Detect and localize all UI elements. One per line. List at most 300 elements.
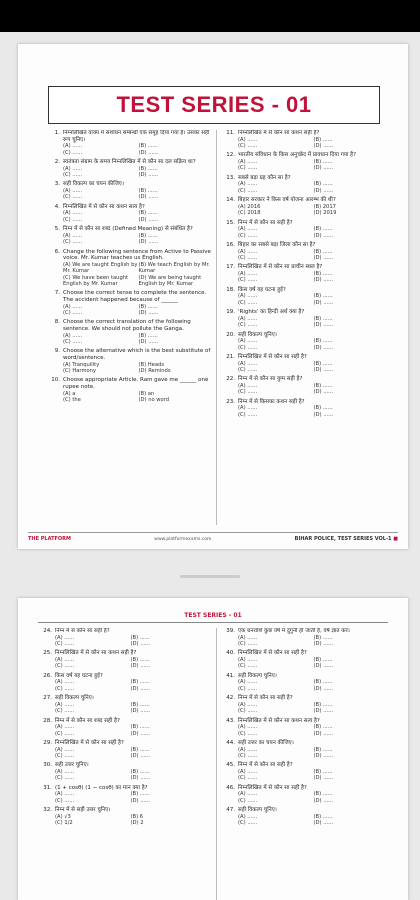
question-line [38, 807, 206, 814]
question-line [221, 130, 389, 137]
option-list [221, 226, 389, 239]
answer-option: (D) ...... [130, 641, 151, 647]
answer-option: (A) ...... [55, 701, 75, 708]
answer-option: (D) ...... [138, 339, 159, 346]
answer-option: (A) ...... [63, 232, 83, 239]
footer-series-label: BIHAR POLICE, TEST SERIES VOL-1 [294, 536, 392, 542]
answer-option: (B) ...... [313, 405, 333, 412]
answer-option: (C) Harmony [63, 368, 97, 375]
option-list [221, 316, 389, 329]
question-text: किस वर्ष यह घटना हुई? [55, 672, 103, 679]
answer-option: (D) ...... [313, 708, 334, 715]
answer-option: (D) ...... [313, 143, 334, 149]
answer-option: (C) ...... [238, 730, 258, 737]
option-list [38, 657, 206, 670]
question-item [221, 762, 389, 781]
question-item [221, 376, 389, 395]
question-text: निम्न में से किसका कथन सही है? [238, 398, 305, 405]
question-line [221, 220, 389, 227]
answer-option: (C) ...... [55, 730, 75, 737]
question-text: सबसे बड़ा ग्रह कौन सा है? [238, 174, 291, 181]
answer-option: (C) ...... [63, 194, 83, 201]
question-line [38, 673, 206, 680]
option-list [46, 143, 214, 156]
answer-option: (A) a [63, 390, 76, 397]
question-item [38, 762, 206, 781]
answer-option: (D) ...... [313, 367, 334, 374]
question-text: बिहार सरकार ने किस वर्ष योजना आरम्भ की थी? [238, 197, 336, 204]
answer-option: (C) ...... [238, 685, 258, 692]
question-line [38, 740, 206, 747]
question-line [221, 197, 389, 204]
option-list [46, 210, 214, 223]
answer-option: (D) ...... [130, 797, 151, 804]
option-list [221, 249, 389, 262]
answer-option: (B) ...... [138, 210, 158, 217]
question-number: 11. [226, 130, 235, 136]
question-item [38, 673, 206, 692]
answer-option: (D) ...... [130, 685, 151, 692]
answer-option: (D) ...... [130, 753, 151, 760]
question-item [221, 399, 389, 418]
question-text: निम्न में से कौन सा सही है? [55, 628, 110, 634]
answer-option: (A) We are taught English by Mr. Kumar [63, 261, 138, 275]
question-number: 19. [226, 309, 235, 316]
question-number: 13. [226, 174, 235, 181]
question-text: सही उत्तर का चयन कीजिए। [238, 740, 294, 747]
question-item [221, 152, 389, 171]
question-number: 47. [226, 807, 235, 814]
answer-option: (B) ...... [138, 232, 158, 239]
answer-option: (A) ...... [238, 813, 258, 820]
answer-option: (C) ...... [238, 797, 258, 804]
answer-option: (C) ...... [238, 344, 258, 351]
question-item [221, 264, 389, 283]
answer-option: (D) ...... [138, 216, 159, 223]
question-line [38, 650, 206, 657]
answer-option: (C) ...... [55, 708, 75, 715]
answer-option: (A) ...... [55, 746, 75, 753]
header-rule [38, 622, 388, 623]
answer-option: (A) ...... [238, 360, 258, 367]
question-item [221, 740, 389, 759]
answer-option: (D) ...... [138, 149, 159, 156]
question-number: 30. [43, 762, 52, 769]
question-text: भारतीय संविधान के किस अनुच्छेद में प्रावधान दिया गया है? [238, 152, 357, 159]
answer-option: (B) ...... [130, 746, 150, 753]
answer-option: (A) ...... [238, 657, 258, 663]
answer-option: (C) ...... [55, 753, 75, 760]
answer-option: (A) ...... [238, 315, 258, 322]
answer-option: (B) ...... [313, 271, 333, 278]
question-number: 43. [226, 717, 235, 724]
answer-option: (A) ...... [238, 136, 258, 143]
option-list [46, 362, 214, 375]
answer-option: (C) ...... [238, 708, 258, 715]
question-item [221, 807, 389, 826]
answer-option: (C) ...... [238, 820, 258, 827]
answer-option: (B) ...... [138, 332, 158, 339]
answer-option: (A) ...... [55, 657, 75, 663]
question-item [221, 332, 389, 351]
question-text: निम्नलिखित में से कौन सा सही है? [238, 354, 307, 361]
question-item [46, 130, 214, 156]
option-list [221, 271, 389, 284]
question-item [46, 290, 214, 316]
answer-option: (D) ...... [313, 232, 334, 239]
answer-option: (B) ...... [313, 813, 333, 820]
status-bar [0, 0, 420, 32]
answer-option: (A) ...... [238, 181, 258, 188]
answer-option: (B) ...... [313, 338, 333, 345]
answer-option: (A) ...... [63, 188, 83, 194]
document-page-1 [18, 44, 408, 549]
answer-option: (D) no word [138, 397, 170, 404]
question-number: 42. [226, 695, 235, 702]
answer-option: (A) ...... [238, 634, 258, 641]
question-number: 18. [226, 286, 235, 293]
answer-option: (C) ...... [63, 216, 83, 223]
answer-option: (D) ...... [130, 730, 151, 737]
answer-option: (C) ...... [238, 367, 258, 374]
question-number: 27. [43, 695, 52, 702]
question-line [38, 785, 206, 792]
answer-option: (D) Reminds [138, 368, 171, 375]
answer-option: (B) ...... [313, 746, 333, 753]
question-item [221, 130, 389, 149]
question-number: 5. [54, 226, 60, 233]
answer-option: (D) ...... [138, 239, 159, 246]
answer-option: (B) ...... [313, 383, 333, 390]
answer-option: (A) ...... [55, 724, 75, 731]
title-box [48, 86, 380, 124]
option-list [46, 262, 214, 288]
page-title: TEST SERIES - 01 [116, 92, 312, 117]
question-item [38, 650, 206, 669]
question-text: निम्नलिखित में से कौन सा प्राचीन स्थल है? [238, 264, 323, 271]
question-number: 22. [226, 376, 235, 383]
question-item [46, 159, 214, 178]
option-list [46, 304, 214, 317]
question-text: किस वर्ष यह घटना हुई? [238, 286, 286, 293]
option-list [221, 181, 389, 194]
question-item [221, 628, 389, 647]
answer-option: (C) ...... [238, 187, 258, 194]
question-number: 7. [54, 290, 60, 297]
answer-option: (A) ...... [63, 165, 83, 172]
question-line [221, 376, 389, 383]
option-list [38, 702, 206, 715]
question-text: निम्नलिखित वाक्य में संशोधन सम्बन्धी एक समूह दिया गया है। उसका सही रूप चुनिए। [63, 130, 210, 143]
question-item [46, 226, 214, 245]
answer-option: (B) ...... [138, 165, 158, 172]
question-line [221, 332, 389, 339]
page-header: TEST SERIES - 01 [184, 612, 242, 619]
answer-option: (D) We are being taught English by Mr. Kumar [138, 274, 202, 288]
question-number: 4. [54, 203, 60, 210]
answer-option: (C) ...... [63, 172, 83, 178]
answer-option: (C) ...... [63, 339, 83, 346]
question-number: 17. [226, 264, 235, 271]
option-list [221, 159, 389, 172]
answer-option: (A) 2016 [238, 203, 261, 210]
answer-option: (B) ...... [313, 724, 333, 731]
answer-option: (A) ...... [238, 791, 258, 798]
question-text: सही उत्तर चुनिए। [55, 762, 89, 769]
answer-option: (D) ...... [313, 685, 334, 692]
answer-option: (D) ...... [313, 299, 334, 306]
question-line [46, 319, 214, 332]
answer-option: (D) ...... [313, 775, 334, 782]
answer-option: (C) ...... [238, 663, 258, 670]
option-list [38, 679, 206, 692]
answer-option: (C) ...... [55, 797, 75, 804]
question-line [221, 807, 389, 814]
question-line [221, 399, 389, 406]
question-item [221, 197, 389, 216]
question-line [221, 175, 389, 182]
question-item [221, 287, 389, 306]
answer-option: (B) ...... [313, 136, 333, 143]
question-number: 32. [43, 807, 52, 814]
answer-option: (A) ...... [63, 210, 83, 217]
question-column-right [221, 628, 389, 900]
answer-option: (C) ...... [55, 663, 75, 670]
answer-option: (B) ...... [130, 769, 150, 776]
answer-option: (C) ...... [63, 310, 83, 317]
column-divider [216, 130, 217, 525]
question-column-left [46, 130, 214, 525]
answer-option: (A) ...... [238, 338, 258, 345]
question-line [38, 695, 206, 702]
question-text: निम्न में से कौन सा शब्द सही है? [55, 717, 120, 724]
answer-option: (D) ...... [313, 165, 334, 172]
question-item [221, 785, 389, 804]
answer-option: (D) ...... [130, 708, 151, 715]
question-column-right [221, 130, 389, 525]
answer-option: (D) 2019 [313, 210, 337, 217]
question-text: 'Rights' का हिन्दी अर्थ क्या है? [238, 309, 305, 316]
question-item [221, 354, 389, 373]
answer-option: (C) ...... [238, 411, 258, 418]
question-line [221, 762, 389, 769]
answer-option: (A) ...... [238, 248, 258, 255]
question-number: 24. [43, 628, 52, 634]
question-text: निम्नलिखित में से कौन सा कथन सही है? [238, 130, 320, 136]
answer-option: (B) ...... [130, 634, 150, 641]
question-line [221, 650, 389, 657]
answer-option: (D) ...... [313, 641, 334, 647]
question-text: निम्नलिखित में से कौन सा कथन सत्य है? [238, 717, 320, 724]
question-line [46, 290, 214, 303]
answer-option: (B) Heads [138, 361, 165, 368]
answer-option: (A) ...... [238, 769, 258, 776]
answer-option: (A) ...... [238, 226, 258, 233]
answer-option: (A) √3 [55, 813, 71, 820]
answer-option: (B) ...... [313, 248, 333, 255]
answer-option: (A) ...... [238, 293, 258, 300]
question-number: 23. [226, 398, 235, 405]
question-text: निम्न में से कौन सा सही है? [238, 762, 293, 769]
option-list [46, 233, 214, 246]
question-line [221, 287, 389, 294]
answer-option: (B) ...... [130, 679, 150, 686]
question-line [38, 762, 206, 769]
answer-option: (D) ...... [138, 194, 159, 201]
answer-option: (D) ...... [313, 187, 334, 194]
answer-option: (D) 2 [130, 820, 144, 827]
answer-option: (A) ...... [55, 791, 75, 798]
question-number: 26. [43, 672, 52, 679]
option-list [221, 361, 389, 374]
answer-option: (B) ...... [313, 360, 333, 367]
answer-option: (A) ...... [238, 159, 258, 165]
option-list [221, 383, 389, 396]
question-text: बिहार का सबसे बड़ा जिला कौन सा है? [238, 242, 316, 249]
question-text: निम्न में से कौन सा सही है? [238, 695, 293, 702]
answer-option: (B) ...... [130, 724, 150, 731]
answer-option: (C) ...... [55, 641, 75, 647]
question-number: 3. [54, 181, 60, 188]
answer-option: (B) 2017 [313, 203, 336, 210]
question-line [221, 785, 389, 792]
option-list [221, 679, 389, 692]
question-text: निम्नलिखित में से कौन सा कथन सत्य है? [63, 203, 145, 210]
question-item [46, 204, 214, 223]
option-list [221, 137, 389, 150]
answer-option: (A) ...... [238, 724, 258, 731]
document-page-2 [18, 598, 408, 900]
question-line [46, 181, 214, 188]
option-list [221, 769, 389, 782]
column-divider [216, 628, 217, 900]
answer-option: (D) ...... [138, 310, 159, 317]
option-list [38, 635, 206, 648]
answer-option: (A) ...... [238, 271, 258, 278]
option-list [221, 635, 389, 648]
footer-badge: ■ [393, 536, 398, 542]
answer-option: (C) ...... [238, 143, 258, 149]
answer-option: (B) ...... [313, 293, 333, 300]
option-list [46, 333, 214, 346]
answer-option: (D) ...... [313, 753, 334, 760]
question-number: 44. [226, 740, 235, 747]
answer-option: (A) ...... [63, 303, 83, 310]
question-line [46, 130, 214, 143]
option-list [38, 791, 206, 804]
question-line [221, 152, 389, 159]
question-line [46, 226, 214, 233]
question-line [46, 377, 214, 390]
option-list [38, 814, 206, 827]
answer-option: (D) ...... [130, 775, 151, 782]
answer-option: (B) ...... [313, 679, 333, 686]
answer-option: (C) ...... [238, 299, 258, 306]
answer-option: (A) ...... [55, 769, 75, 776]
question-text: सही विकल्प चुनिए। [238, 807, 277, 814]
answer-option: (B) 6 [130, 813, 144, 820]
answer-option: (B) ...... [130, 701, 150, 708]
footer-website: www.platformexams.com [154, 536, 212, 542]
question-line [46, 348, 214, 361]
question-number: 10. [51, 377, 60, 384]
answer-option: (B) ...... [313, 634, 333, 641]
question-text: निम्न में से कौन सा सही है? [238, 219, 293, 226]
answer-option: (A) ...... [55, 679, 75, 686]
question-text: Choose appropriate Article. Ram gave me ______ one rupee note. [63, 377, 209, 391]
answer-option: (B) ...... [138, 143, 158, 150]
question-text: Change the following sentence from Active to Passive voice. Mr. Kumar teaches us English. [63, 248, 211, 262]
question-text: एक धनराशि कुछ वर्ष में दुगुनी हो जाती है, वर्ष ज्ञात करें। [238, 628, 350, 634]
question-column-left [38, 628, 206, 900]
answer-option: (B) ...... [313, 226, 333, 233]
question-text: निम्नलिखित में से कौन सा सही है? [238, 650, 307, 657]
question-item [38, 807, 206, 826]
answer-option: (A) ...... [238, 383, 258, 390]
option-list [221, 814, 389, 827]
page-footer [28, 535, 398, 543]
option-list [38, 769, 206, 782]
answer-option: (D) ...... [313, 389, 334, 396]
option-list [46, 391, 214, 404]
answer-option: (C) ...... [55, 775, 75, 782]
answer-option: (D) ...... [138, 172, 159, 178]
question-text: (1 + cosθ) (1 − cosθ) का मान क्या है? [55, 784, 148, 791]
option-list [221, 204, 389, 217]
question-line [221, 740, 389, 747]
question-text: निम्न में से कौन सा युग्म सही है? [238, 376, 303, 383]
question-item [38, 785, 206, 804]
answer-option: (D) ...... [313, 411, 334, 418]
footer-series [295, 536, 398, 542]
answer-option: (B) ...... [313, 701, 333, 708]
question-item [221, 220, 389, 239]
answer-option: (B) ...... [138, 188, 158, 194]
question-line [221, 264, 389, 271]
question-number: 31. [43, 784, 52, 791]
question-item [221, 242, 389, 261]
option-list [221, 747, 389, 760]
answer-option: (C) ...... [238, 277, 258, 284]
question-number: 45. [226, 762, 235, 769]
answer-option: (D) ...... [313, 344, 334, 351]
question-number: 1. [54, 130, 60, 136]
option-list [38, 747, 206, 760]
question-item [221, 673, 389, 692]
answer-option: (D) ...... [130, 663, 151, 670]
answer-option: (A) Tranquility [63, 361, 100, 368]
answer-option: (B) ...... [313, 181, 333, 188]
answer-option: (C) ...... [63, 239, 83, 246]
question-number: 21. [226, 354, 235, 361]
question-number: 16. [226, 242, 235, 249]
option-list [221, 702, 389, 715]
question-text: Choose the correct translation of the following sentence. We should not pollute the Ganga. [63, 319, 191, 333]
question-line [38, 628, 206, 635]
answer-option: (B) ...... [130, 657, 150, 663]
question-item [221, 309, 389, 328]
option-list [221, 724, 389, 737]
answer-option: (D) ...... [313, 820, 334, 827]
answer-option: (C) ...... [238, 232, 258, 239]
option-list [221, 657, 389, 670]
answer-option: (C) ...... [55, 685, 75, 692]
option-list [221, 293, 389, 306]
question-line [221, 628, 389, 635]
question-text: निम्न में से सही उत्तर चुनिए। [55, 807, 111, 814]
question-text: निम्नलिखित में से कौन सा सही है? [55, 740, 124, 747]
answer-option: (C) We have been taught English by Mr. Kumar [63, 274, 129, 288]
